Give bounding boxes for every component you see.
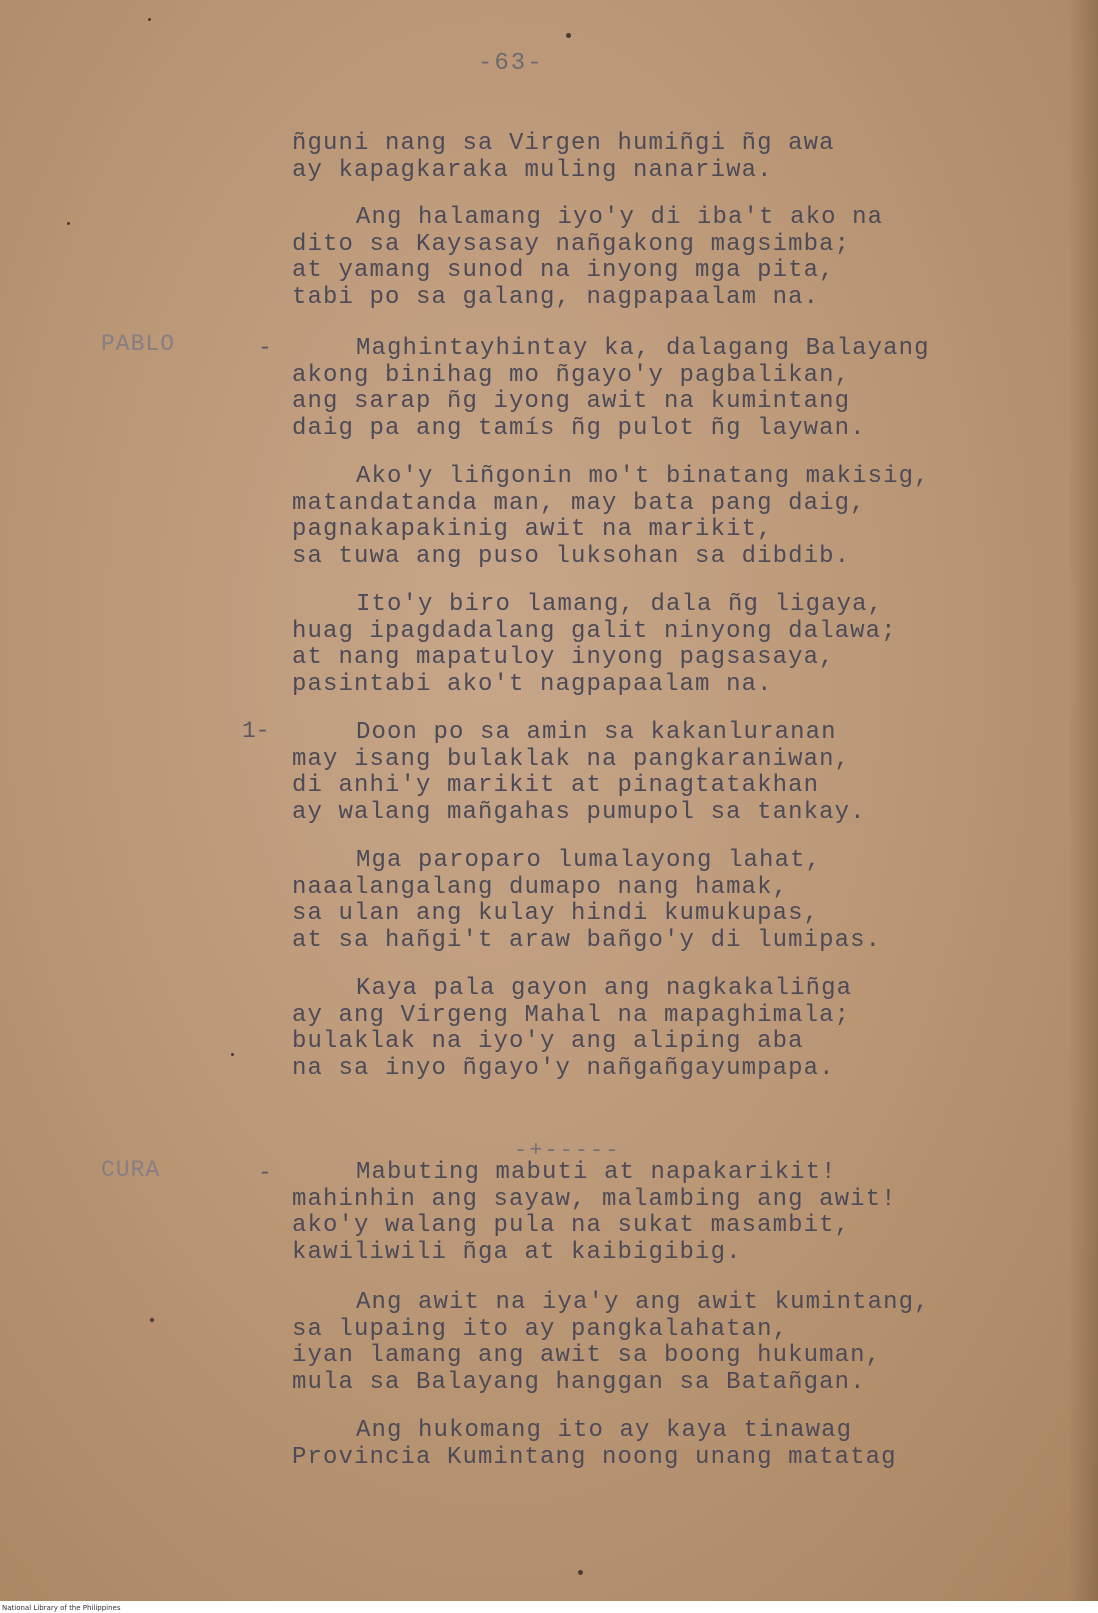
stanza-2 [292, 205, 883, 311]
speaker-pablo: PABLO [101, 331, 176, 357]
stanza-11 [292, 1418, 897, 1471]
verse-line: mahinhin ang sayaw, malambing ang awit! [292, 1185, 897, 1213]
verse-line: mula sa Balayang hanggan sa Batañgan. [292, 1368, 866, 1396]
verse-line: at sa hañgi't araw bañgo'y di lumipas. [292, 926, 882, 954]
stanza-5 [292, 592, 897, 698]
speaker-dash: - [258, 335, 272, 361]
verse-line: Ang hukomang ito ay kaya tinawag [356, 1417, 853, 1444]
verse-line: ang sarap ñg iyong awit na kumintang [292, 388, 851, 415]
verse-line: may isang bulaklak na pangkaraniwan, [292, 745, 851, 773]
page-edge-shadow [1068, 0, 1098, 1613]
speaker-dash: - [258, 1160, 272, 1186]
stanza-1 [292, 131, 835, 184]
verse-line: Ako'y liñgonin mo't binatang makisig, [356, 463, 930, 490]
verse-line: Ang halamang iyo'y di iba't ako na [356, 204, 884, 231]
verse-line: di anhi'y marikit at pinagtatakhan [292, 772, 820, 799]
paper-speck [578, 1570, 583, 1575]
speaker-cura: CURA [101, 1157, 161, 1183]
verse-line: at yamang sunod na inyong mga pita, [292, 257, 835, 284]
verse-line: at nang mapatuloy inyong pagsasaya, [292, 644, 835, 671]
verse-line: akong binihag mo ñgayo'y pagbalikan, [292, 361, 851, 389]
section-divider: -+----- [514, 1138, 621, 1163]
verse-line: Ito'y biro lamang, dala ñg ligaya, [356, 591, 884, 618]
paper-speck [67, 222, 70, 225]
verse-line: Ang awit na iya'y ang awit kumintang, [356, 1289, 930, 1316]
verse-line: sa tuwa ang puso luksohan sa dibdib. [292, 542, 851, 570]
verse-line: huag ipagdadalang galit ninyong dalawa; [292, 617, 897, 645]
footer-strip [0, 1601, 1098, 1613]
verse-line: na sa inyo ñgayo'y nañgañgayumpapa. [292, 1054, 835, 1082]
verse-line: Mabuting mabuti at napakarikit! [356, 1159, 837, 1186]
verse-line: daig pa ang tamís ñg pulot ñg laywan. [292, 414, 866, 442]
stanza-4 [292, 464, 930, 570]
verse-number-marker: 1- [242, 718, 270, 744]
verse-line: Kaya pala gayon ang nagkakaliñga [356, 975, 853, 1002]
verse-line: Mga paroparo lumalayong lahat, [356, 847, 822, 874]
stanza-3 [292, 336, 930, 442]
verse-line: ako'y walang pula na sukat masambit, [292, 1212, 851, 1239]
stanza-9 [292, 1160, 897, 1266]
verse-line: Doon po sa amin sa kakanluranan [356, 719, 837, 746]
verse-line: iyan lamang ang awit sa boong hukuman, [292, 1342, 882, 1369]
stanza-8 [292, 976, 852, 1082]
verse-line: naaalangalang dumapo nang hamak, [292, 873, 789, 901]
verse-line: ay kapagkaraka muling nanariwa. [292, 156, 773, 184]
stanza-7 [292, 848, 881, 954]
verse-line: ay ang Virgeng Mahal na mapaghimala; [292, 1001, 851, 1029]
verse-line: Provincia Kumintang noong unang matatag [292, 1443, 897, 1471]
page-number: -63- [478, 50, 544, 77]
verse-line: matandatanda man, may bata pang daig, [292, 489, 866, 517]
verse-line: Maghintayhintay ka, dalagang Balayang [356, 335, 930, 362]
verse-line: kawiliwili ñga at kaibigibig. [292, 1238, 742, 1266]
verse-line: bulaklak na iyo'y ang aliping aba [292, 1028, 804, 1055]
paper-speck [150, 1318, 154, 1322]
stanza-10 [292, 1290, 930, 1396]
verse-line: sa ulan ang kulay hindi kumukupas, [292, 900, 820, 927]
verse-line: pagnakapakinig awit na marikit, [292, 516, 773, 543]
verse-line: ñguni nang sa Virgen humiñgi ñg awa [292, 130, 835, 157]
verse-line: dito sa Kaysasay nañgakong magsimba; [292, 230, 851, 258]
verse-line: tabi po sa galang, nagpapaalam na. [292, 283, 820, 311]
paper-speck [231, 1053, 234, 1056]
library-credit: National Library of the Philippines [2, 1604, 121, 1612]
stanza-6 [292, 720, 866, 826]
verse-line: sa lupaing ito ay pangkalahatan, [292, 1315, 789, 1343]
paper-speck [148, 18, 151, 21]
verse-line: ay walang mañgahas pumupol sa tankay. [292, 798, 866, 826]
verse-line: pasintabi ako't nagpapaalam na. [292, 670, 773, 698]
paper-speck [566, 33, 571, 38]
